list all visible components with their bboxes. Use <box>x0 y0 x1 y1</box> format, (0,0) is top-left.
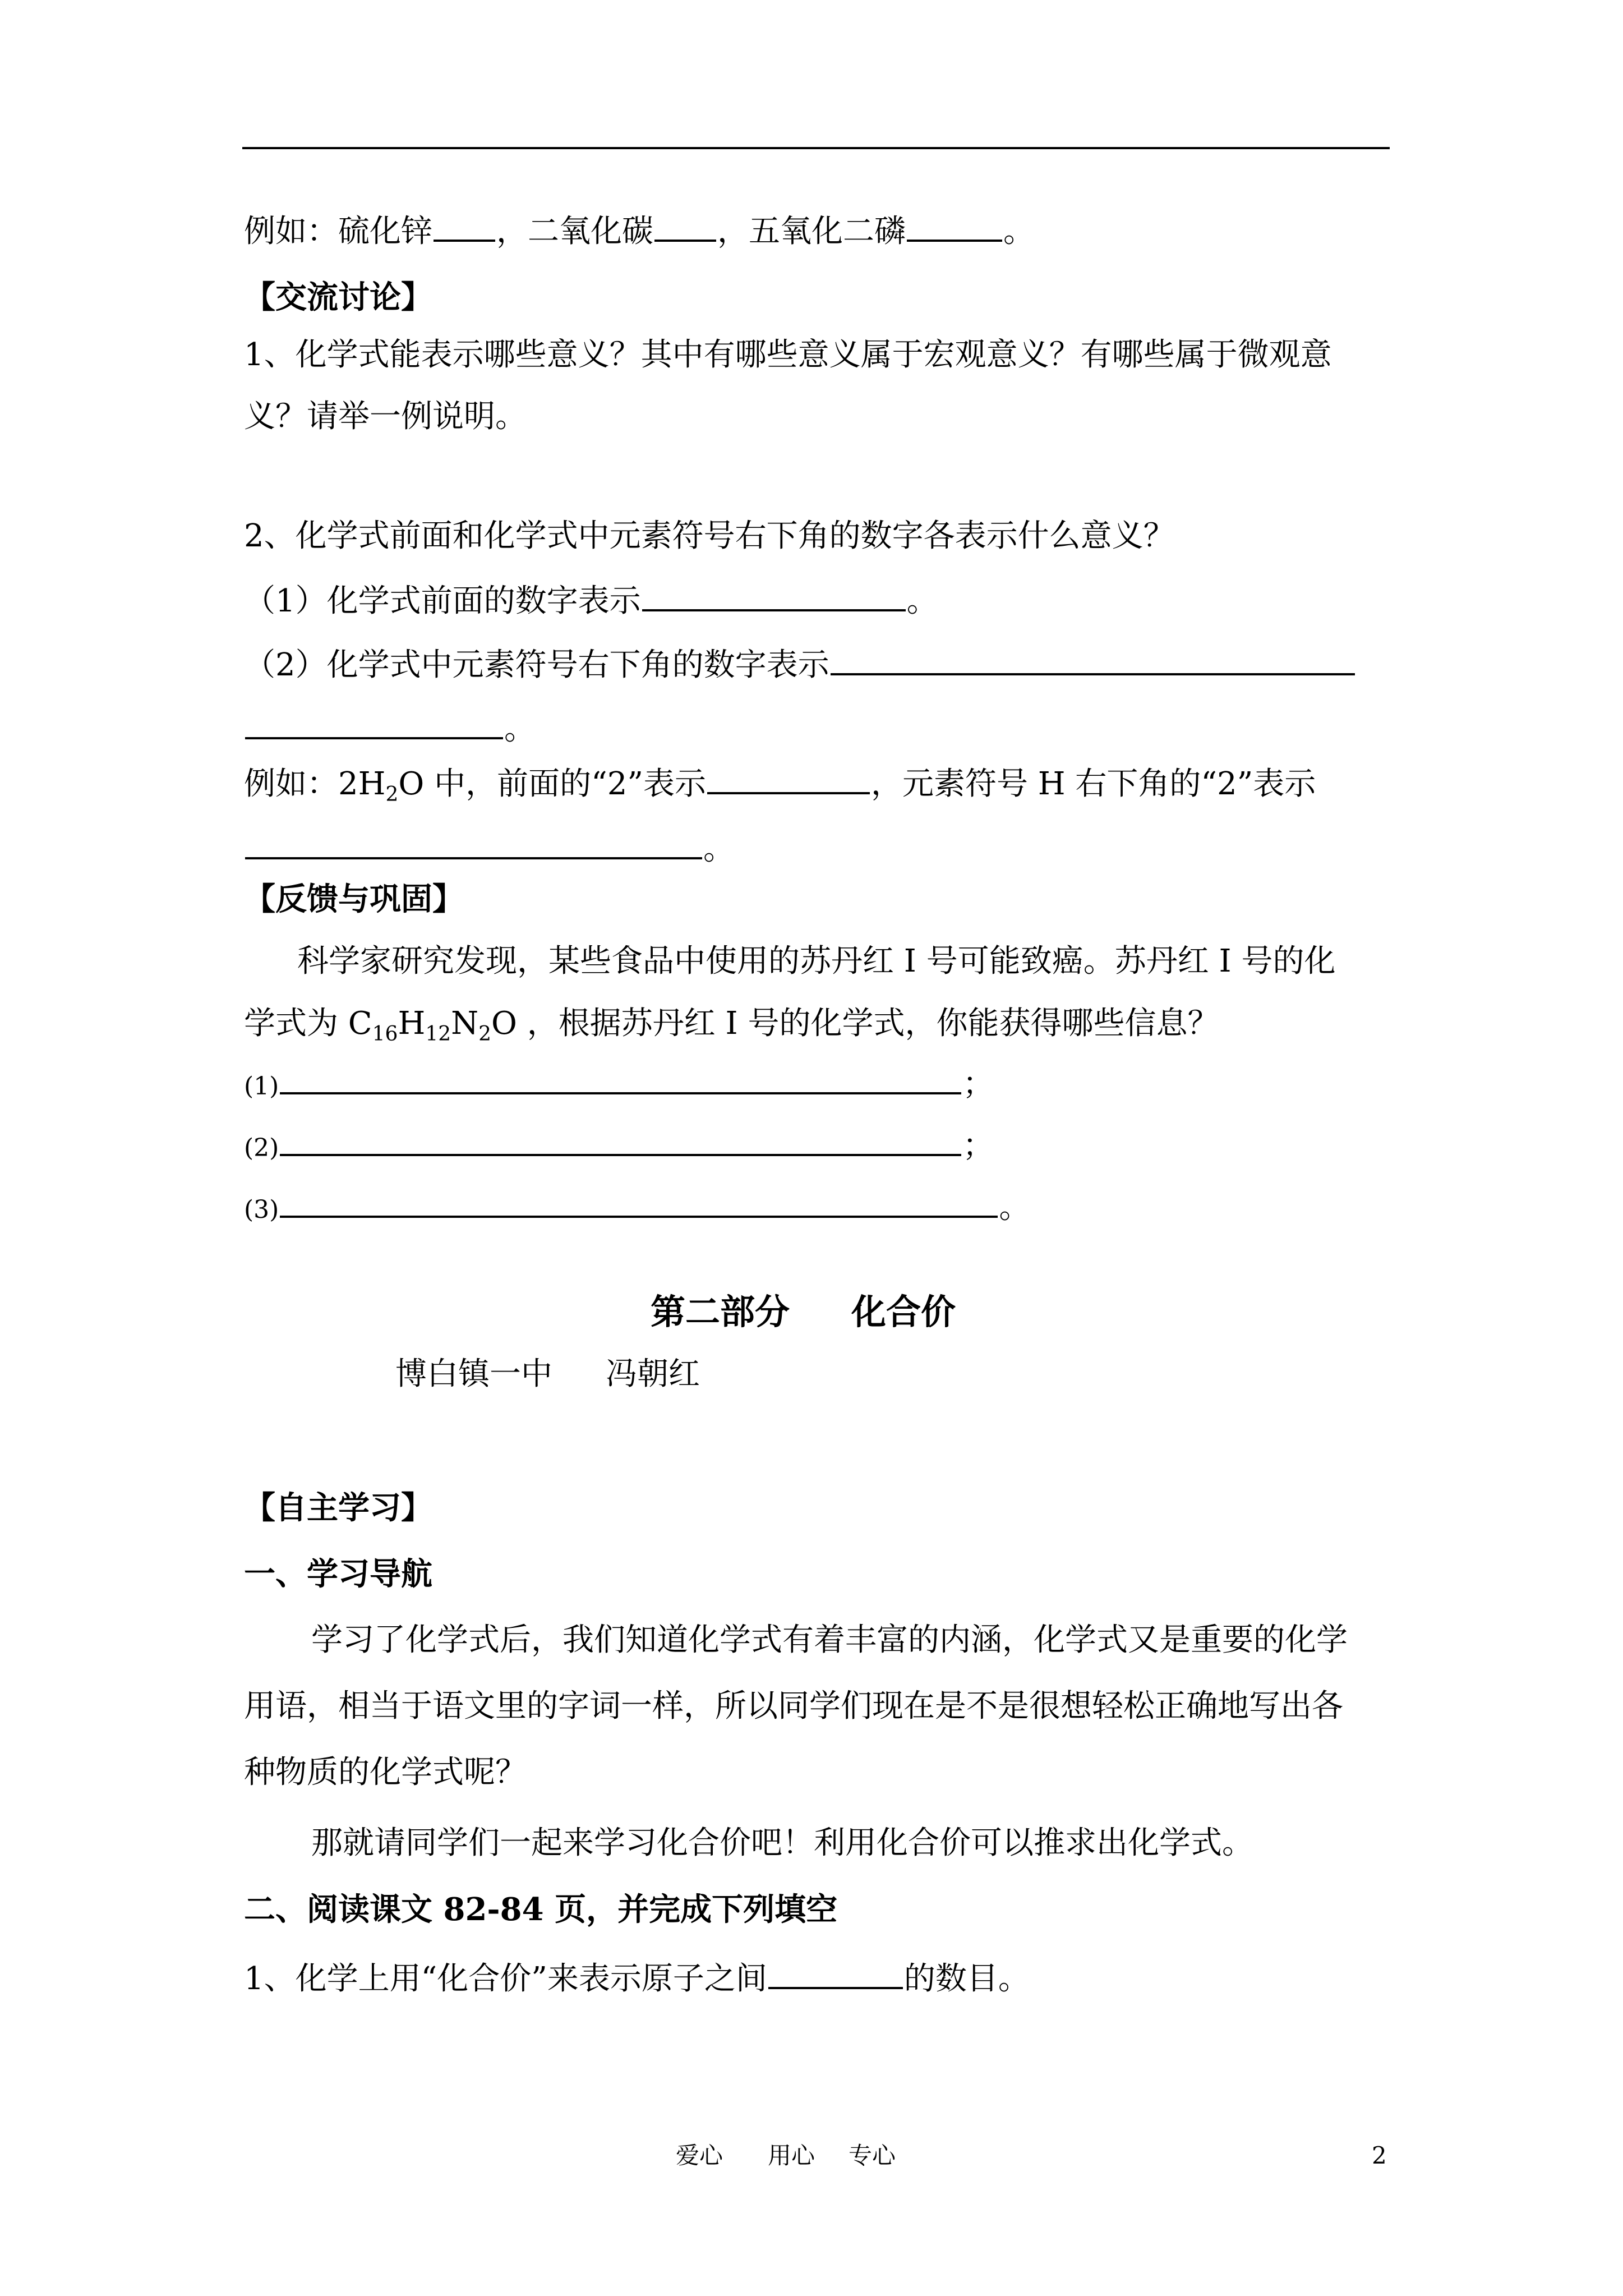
question-2-sub2-cont: 。 <box>244 714 536 745</box>
guide-para-b: 用语，相当于语文里的字词一样，所以同学们现在是不是很想轻松正确地写出各 <box>244 1688 1343 1724</box>
blank <box>654 239 716 242</box>
blank <box>280 1215 998 1218</box>
page-number: 2 <box>1372 2142 1387 2169</box>
reading-item-1: 1、化学上用“化合价”来表示原子之间 的数目。 <box>244 1961 1030 1997</box>
question-2-sub1: （1）化学式前面的数字表示 。 <box>244 583 938 619</box>
feedback-para-a: 科学家研究发现，某些食品中使用的苏丹红 I 号可能致癌。苏丹红 I 号的化 <box>297 943 1336 979</box>
question-2-title: 2、化学式前面和化学式中元素符号右下角的数字各表示什么意义？ <box>244 518 1175 554</box>
header-rule <box>242 147 1390 149</box>
footer-motto: 爱心 用心 专心 <box>676 2142 896 2169</box>
section-discussion-heading: 【交流讨论】 <box>244 279 432 316</box>
guide-para-c: 种物质的化学式呢？ <box>244 1754 527 1791</box>
example-sulfides-line: 例如：硫化锌 ，二氧化碳 ，五氧化二磷 。 <box>244 213 1035 250</box>
question-1-line-b: 义？请举一例说明。 <box>244 398 527 435</box>
section-feedback-heading: 【反馈与巩固】 <box>244 881 464 918</box>
reading-heading: 二、阅读课文 82-84 页，并完成下列填空 <box>244 1891 838 1928</box>
blank <box>280 1092 961 1094</box>
blank <box>245 857 702 859</box>
section-self-study-heading: 【自主学习】 <box>244 1489 432 1526</box>
part2-title: 第二部分 化合价 <box>651 1291 956 1332</box>
learning-guide-heading: 一、学习导航 <box>244 1556 432 1593</box>
example-prefix: 例如：硫化锌 <box>244 213 432 250</box>
blank <box>907 239 1002 242</box>
blank <box>245 737 503 739</box>
water-example-line: 例如：$2H_2O$ 中，前面的“2”表示 ，元素符号 H 右下角的“2”表示 <box>244 766 1316 806</box>
blank <box>707 792 870 794</box>
blank <box>280 1153 961 1156</box>
blank <box>768 1986 903 1989</box>
feedback-item-1: (1) ； <box>244 1066 994 1102</box>
water-example-cont: 。 <box>244 834 735 865</box>
blank <box>642 609 906 611</box>
blank <box>434 239 495 242</box>
part2-author-line <box>395 1356 700 1392</box>
guide-para-a: 学习了化学式后，我们知道化学式有着丰富的内涵，化学式又是重要的化学 <box>311 1622 1348 1658</box>
guide-para-2: 那就请同学们一起来学习化合价吧！利用化合价可以推求出化学式。 <box>311 1825 1253 1861</box>
question-1-line-a: 1、化学式能表示哪些意义？其中有哪些意义属于宏观意义？有哪些属于微观意 <box>244 337 1332 373</box>
question-2-sub2: （2）化学式中元素符号右下角的数字表示 <box>244 650 1356 681</box>
blank <box>831 673 1355 675</box>
school-name: 博白镇一中 <box>395 1356 552 1392</box>
feedback-item-3: (3) 。 <box>244 1189 1031 1226</box>
author-name: 冯朝红 <box>606 1356 700 1392</box>
feedback-item-2: (2) ； <box>244 1128 994 1164</box>
feedback-para-b: 学式为 $C_{16}H_{12}N_2O$ ，根据苏丹红 I 号的化学式，你能获得哪些信息？ <box>244 1005 1219 1046</box>
